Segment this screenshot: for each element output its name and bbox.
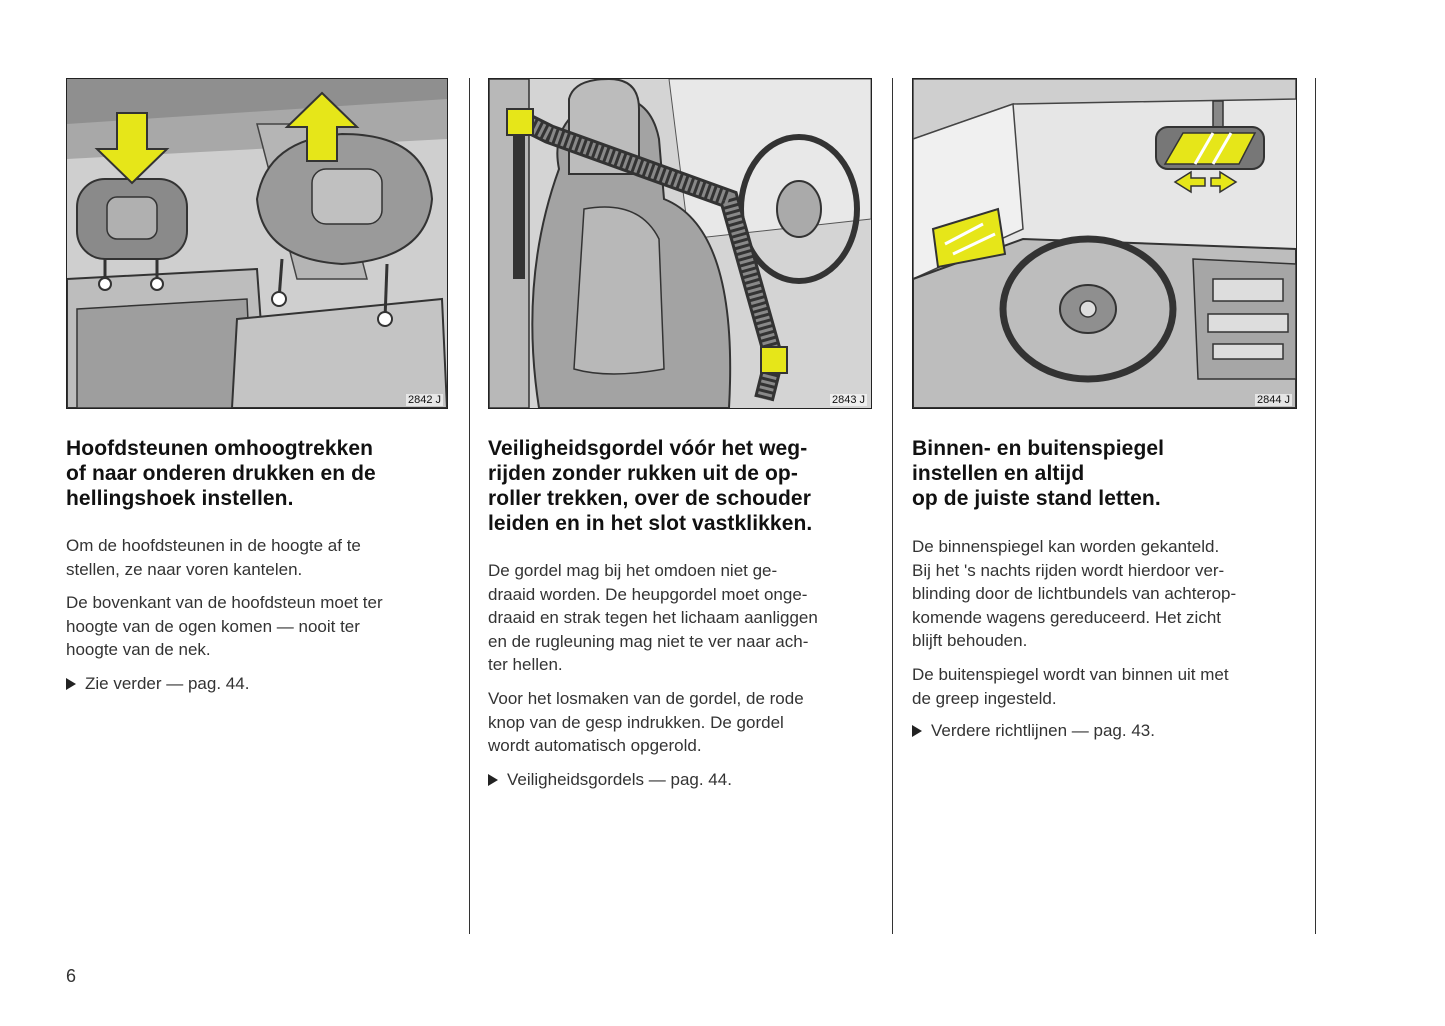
arrow-right-icon: [488, 774, 498, 786]
page-reference[interactable]: Veiligheidsgordels — pag. 44.: [488, 768, 878, 792]
column-divider-1: [469, 78, 470, 934]
paragraph: Om de hoofdsteunen in de hoogte af te stellen, ze naar voren kantelen.: [66, 536, 361, 579]
section-heading: Binnen- en buitenspiegel instellen en altijd op de juiste stand letten.: [912, 437, 1165, 510]
seatbelt-illustration: [489, 79, 871, 408]
headrest-illustration: [67, 79, 447, 408]
paragraph: De buitenspiegel wordt van binnen uit met de greep ingesteld.: [912, 665, 1229, 708]
paragraph: Voor het losmaken van de gordel, de rode knop van de gesp indrukken. De gordel wordt automatisch opgerold.: [488, 689, 804, 755]
page-number: 6: [66, 966, 77, 986]
page-reference[interactable]: Verdere richtlijnen — pag. 43.: [912, 719, 1302, 743]
figure-mirrors: [912, 78, 1297, 409]
page-reference[interactable]: Zie verder — pag. 44.: [66, 672, 446, 696]
mirror-illustration: [913, 79, 1296, 408]
figure-code: 2843 J: [831, 394, 865, 406]
section-heading: Hoofdsteunen omhoogtrekken of naar onderen drukken en de hellingshoek instellen.: [66, 437, 376, 510]
column-divider-2: [892, 78, 893, 934]
figure-code: 2842 J: [407, 394, 441, 406]
arrow-right-icon: [912, 725, 922, 737]
paragraph: De binnenspiegel kan worden gekanteld. Bij het 's nachts rijden wordt hierdoor ver- blinding door de lichtbundels van achterop- komende wagens gereduceerd. Het zicht blijft behouden.: [912, 537, 1237, 650]
figure-headrests: [66, 78, 448, 409]
paragraph: De bovenkant van de hoofdsteun moet ter hoogte van de ogen komen — nooit ter hoogte van de nek.: [66, 593, 383, 659]
section-heading: Veiligheidsgordel vóór het weg- rijden zonder rukken uit de op- roller trekken, over de schouder leiden en in het slot vastklikken.: [488, 437, 813, 535]
figure-seatbelt: [488, 78, 872, 409]
column-divider-3: [1315, 78, 1316, 934]
arrow-right-icon: [66, 678, 76, 690]
figure-code: 2844 J: [1256, 394, 1290, 406]
paragraph: De gordel mag bij het omdoen niet ge- draaid worden. De heupgordel moet onge- draaid en strak tegen het lichaam aanliggen en de rugleuning mag niet te ver naar ach- ter hellen.: [488, 561, 818, 674]
